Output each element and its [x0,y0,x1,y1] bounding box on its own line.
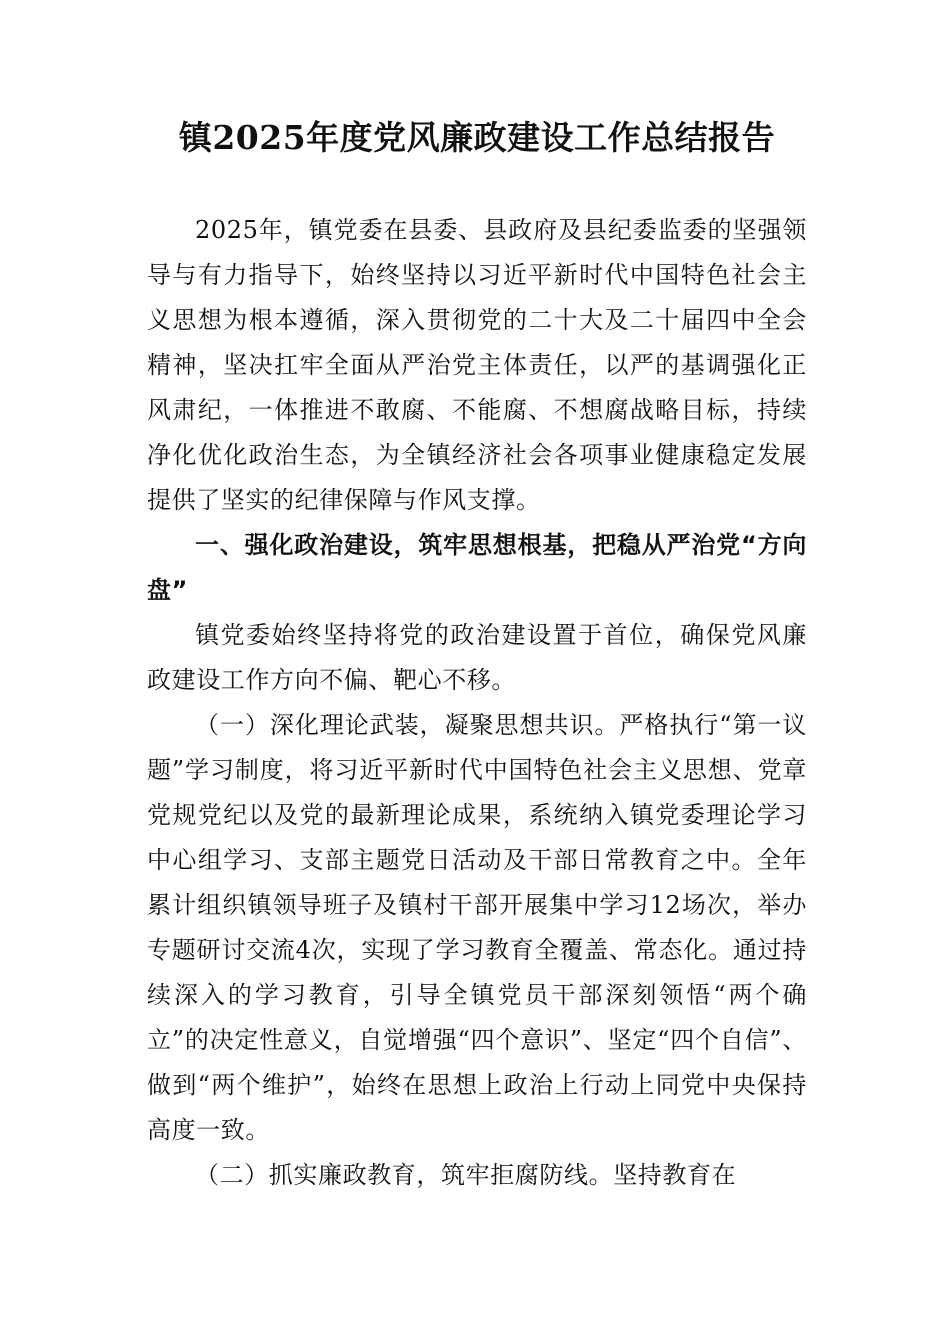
intro-paragraph: 2025年，镇党委在县委、县政府及县纪委监委的坚强领导与有力指导下，始终坚持以习近平新时代中国特色社会主义思想为根本遵循，深入贯彻党的二十大及二十届四中全会精神，坚决扛牢全面从严治党主体责任，以严的基调强化正风肃纪，一体推进不敢腐、不能腐、不想腐战略目标，持续净化优化政治生态，为全镇经济社会各项事业健康稳定发展提供了坚实的纪律保障与作风支撑。 [147,216,807,514]
document-page [147,112,807,1198]
subsection-1-body: 严格执行“第一议题”学习制度，将习近平新时代中国特色社会主义思想、党章党规党纪以及党的最新理论成果，系统纳入镇党委理论学习中心组学习、支部主题党日活动及干部日常教育之中。全年累计组织镇领导班子及镇村干部开展集中学习12场次，举办专题研讨交流4次，实现了学习教育全覆盖、常态化。通过持续深入的学习教育，引导全镇党员干部深刻领悟“两个确立”的决定性意义，自觉增强“四个意识”、坚定“四个自信”、做到“两个维护”，始终在思想上政治上行动上同党中央保持高度一致。 [147,711,807,1144]
section-lead-paragraph: 镇党委始终坚持将党的政治建设置于首位，确保党风廉政建设工作方向不偏、靶心不移。 [147,621,807,694]
subsection-1-lead: （一）深化理论武装，凝聚思想共识。 [195,711,620,739]
subsection-2-lead: （二）抓实廉政教育，筑牢拒腐防线。 [195,1161,614,1189]
document-title: 镇2025年度党风廉政建设工作总结报告 [178,118,776,157]
subsection-1-paragraph [147,703,807,1153]
section-heading: 一、强化政治建设，筑牢思想根基，把稳从严治党“方向盘” [147,531,807,604]
subsection-2-body: 坚持教育在 [613,1161,737,1189]
subsection-2-paragraph [147,1153,807,1198]
